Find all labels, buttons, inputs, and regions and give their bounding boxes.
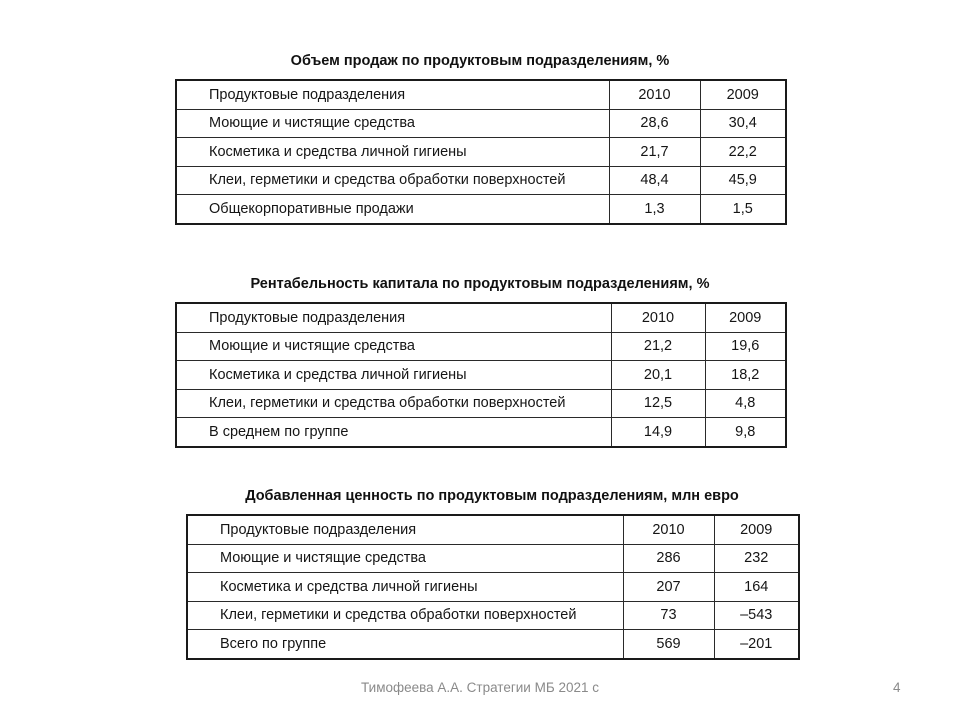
return-on-capital-table xyxy=(175,302,787,448)
cell-2009: 1,5 xyxy=(700,195,786,224)
header-cell: Продуктовые подразделения xyxy=(187,515,623,544)
cell-2009: 18,2 xyxy=(705,361,786,390)
table-row xyxy=(187,630,799,659)
header-cell: 2010 xyxy=(609,80,700,109)
cell-2010: 21,2 xyxy=(611,332,705,361)
table-row xyxy=(176,138,786,167)
cell-2010: 20,1 xyxy=(611,361,705,390)
table-row xyxy=(176,166,786,195)
sales-volume-title: Объем продаж по продуктовым подразделениям, % xyxy=(290,53,670,69)
table-header-row xyxy=(176,80,786,109)
cell-2009: –201 xyxy=(714,630,799,659)
table-row xyxy=(176,332,786,361)
cell-2010: 73 xyxy=(623,601,714,630)
row-label: Моющие и чистящие средства xyxy=(176,332,611,361)
header-cell: 2009 xyxy=(700,80,786,109)
return-on-capital-title: Рентабельность капитала по продуктовым подразделениям, % xyxy=(250,276,710,292)
cell-2009: 30,4 xyxy=(700,109,786,138)
cell-2009: –543 xyxy=(714,601,799,630)
cell-2009: 164 xyxy=(714,573,799,602)
return-on-capital-block xyxy=(175,273,785,451)
sales-volume-table xyxy=(175,79,787,225)
header-cell: 2010 xyxy=(611,303,705,332)
header-cell: 2010 xyxy=(623,515,714,544)
cell-2010: 21,7 xyxy=(609,138,700,167)
header-cell: 2009 xyxy=(705,303,786,332)
header-cell: Продуктовые подразделения xyxy=(176,80,609,109)
row-label: Моющие и чистящие средства xyxy=(176,109,609,138)
cell-2010: 14,9 xyxy=(611,418,705,447)
table-header-row xyxy=(187,515,799,544)
cell-2010: 207 xyxy=(623,573,714,602)
table-row xyxy=(176,361,786,390)
row-label: Косметика и средства личной гигиены xyxy=(187,573,623,602)
row-label: Клеи, герметики и средства обработки поверхностей xyxy=(176,389,611,418)
header-cell: Продуктовые подразделения xyxy=(176,303,611,332)
table-row xyxy=(176,418,786,447)
row-label: Косметика и средства личной гигиены xyxy=(176,361,611,390)
cell-2009: 9,8 xyxy=(705,418,786,447)
table-row xyxy=(176,389,786,418)
row-label: Клеи, герметики и средства обработки поверхностей xyxy=(176,166,609,195)
cell-2009: 45,9 xyxy=(700,166,786,195)
table-row xyxy=(187,573,799,602)
cell-2010: 28,6 xyxy=(609,109,700,138)
header-cell: 2009 xyxy=(714,515,799,544)
row-label: Всего по группе xyxy=(187,630,623,659)
cell-2010: 1,3 xyxy=(609,195,700,224)
row-label: В среднем по группе xyxy=(176,418,611,447)
page-number: 4 xyxy=(893,680,901,695)
sales-volume-block xyxy=(175,50,785,228)
cell-2009: 232 xyxy=(714,544,799,573)
cell-2009: 19,6 xyxy=(705,332,786,361)
cell-2010: 569 xyxy=(623,630,714,659)
added-value-table xyxy=(186,514,800,660)
row-label: Общекорпоративные продажи xyxy=(176,195,609,224)
added-value-title: Добавленная ценность по продуктовым подразделениям, млн евро xyxy=(245,488,739,504)
table-row xyxy=(176,109,786,138)
table-row xyxy=(187,544,799,573)
row-label: Косметика и средства личной гигиены xyxy=(176,138,609,167)
row-label: Моющие и чистящие средства xyxy=(187,544,623,573)
slide-footer: Тимофеева А.А. Стратегии МБ 2021 с xyxy=(361,680,599,695)
cell-2010: 48,4 xyxy=(609,166,700,195)
cell-2010: 12,5 xyxy=(611,389,705,418)
table-row xyxy=(176,195,786,224)
added-value-block xyxy=(186,485,798,663)
table-header-row xyxy=(176,303,786,332)
cell-2009: 22,2 xyxy=(700,138,786,167)
cell-2009: 4,8 xyxy=(705,389,786,418)
table-row xyxy=(187,601,799,630)
cell-2010: 286 xyxy=(623,544,714,573)
row-label: Клеи, герметики и средства обработки поверхностей xyxy=(187,601,623,630)
